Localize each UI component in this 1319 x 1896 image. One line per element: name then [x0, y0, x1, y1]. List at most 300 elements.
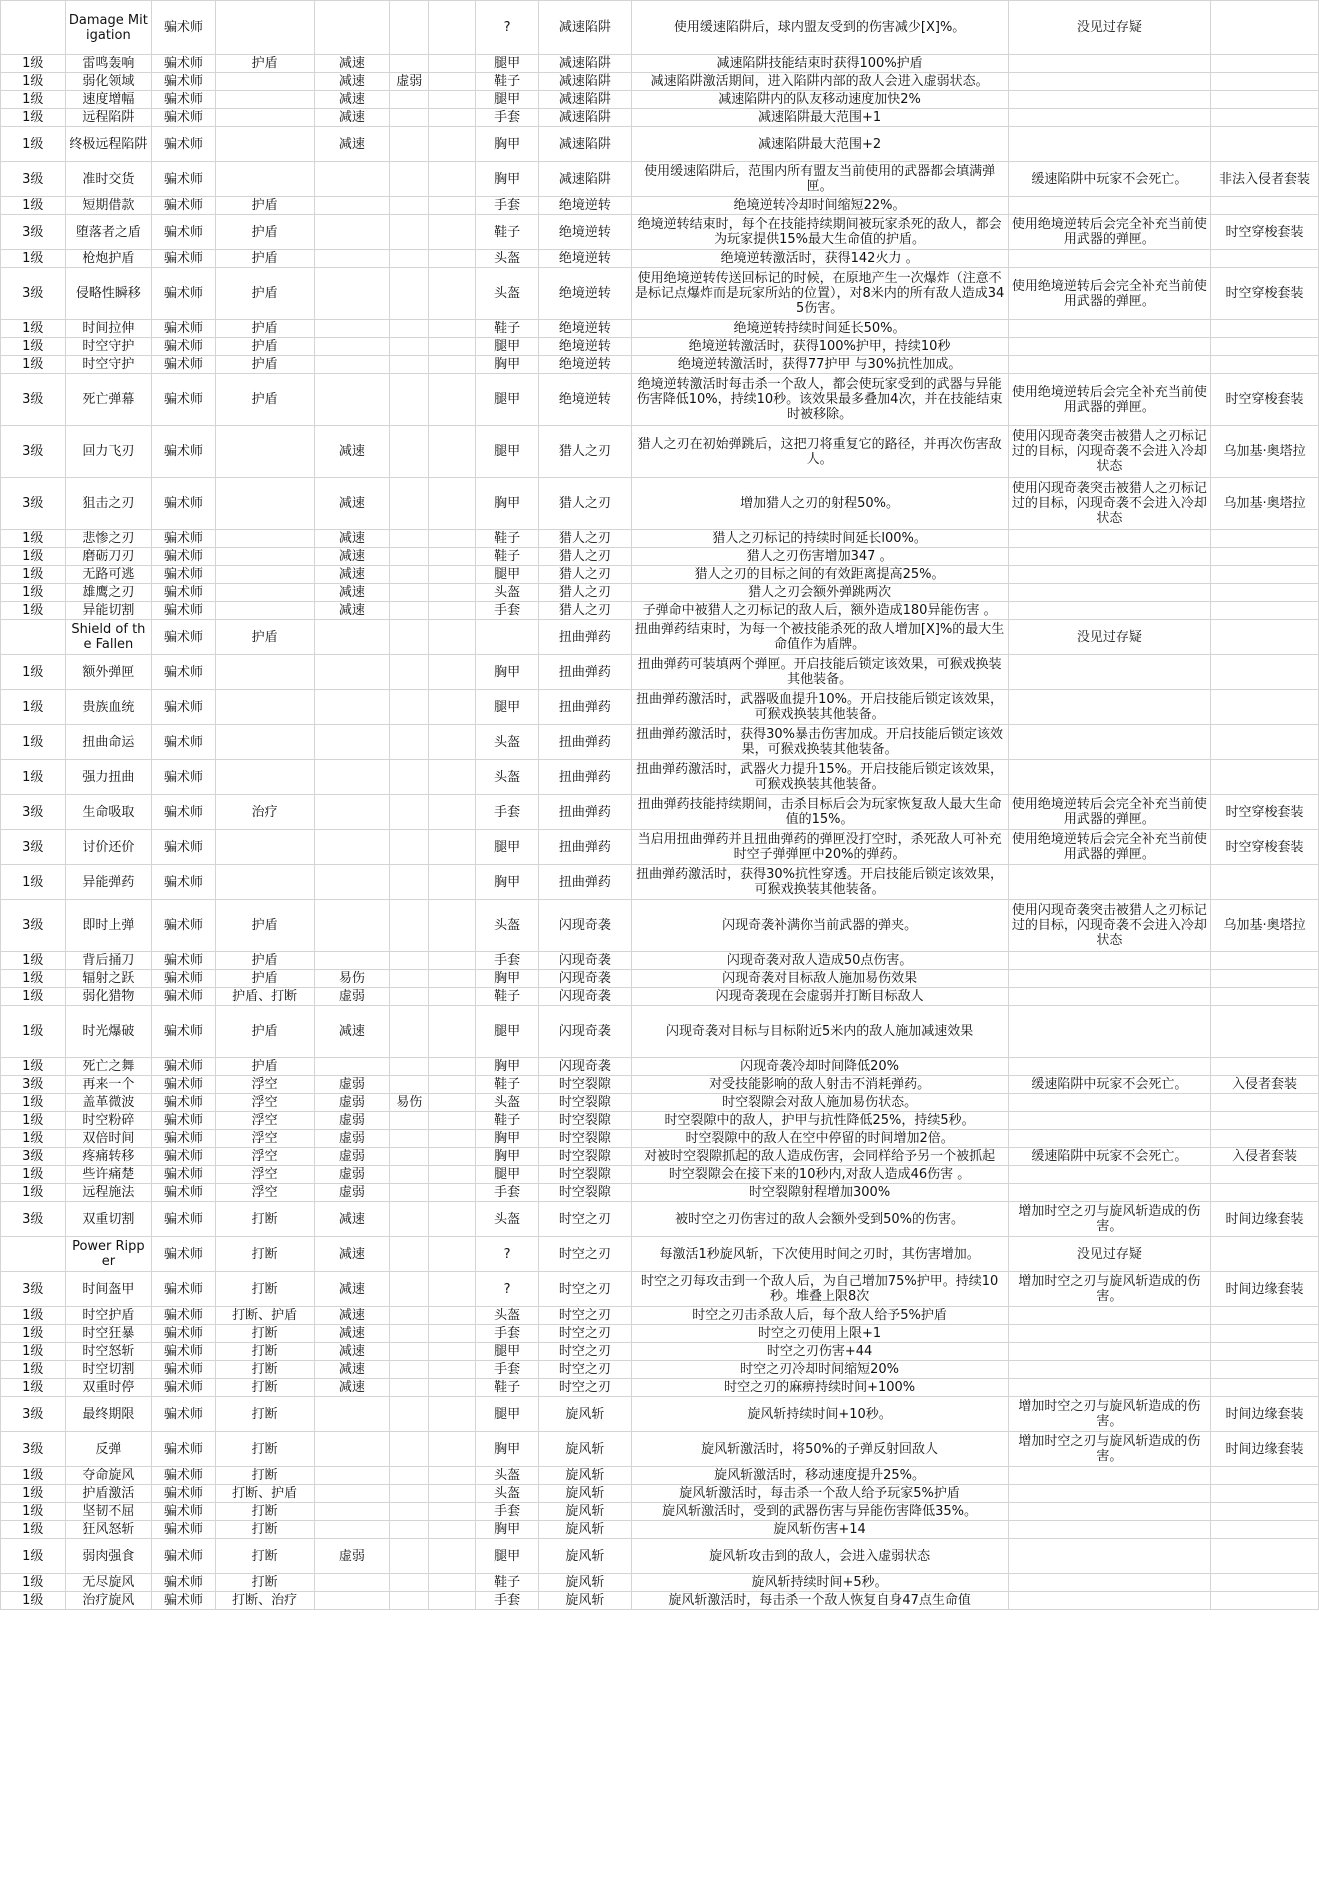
- note-cell: 缓速陷阱中玩家不会死亡。: [1008, 1076, 1210, 1094]
- skill-cell: 减速陷阱: [539, 73, 631, 91]
- tag4-cell: [429, 1, 476, 55]
- name-cell: 远程施法: [65, 1184, 152, 1202]
- skill-cell: 猎人之刃: [539, 566, 631, 584]
- tag4-cell: [429, 865, 476, 900]
- class-cell: 骗术师: [152, 338, 215, 356]
- name-cell: 双重时停: [65, 1379, 152, 1397]
- tag1-cell: 护盾: [215, 55, 314, 73]
- tag4-cell: [429, 1361, 476, 1379]
- table-row: [1, 1237, 1319, 1272]
- level-cell: 3级: [1, 478, 66, 530]
- tag2-cell: 减速: [314, 109, 390, 127]
- tag1-cell: 护盾: [215, 970, 314, 988]
- tag1-cell: 护盾: [215, 900, 314, 952]
- class-cell: 骗术师: [152, 1325, 215, 1343]
- tag4-cell: [429, 374, 476, 426]
- tag3-cell: [390, 1485, 429, 1503]
- tag4-cell: [429, 1006, 476, 1058]
- tag3-cell: [390, 55, 429, 73]
- level-cell: 3级: [1, 1432, 66, 1467]
- tag3-cell: [390, 655, 429, 690]
- description-cell: 旋风斩激活时，将50%的子弹反射回敌人: [631, 1432, 1008, 1467]
- note-cell: [1008, 725, 1210, 760]
- note-cell: [1008, 988, 1210, 1006]
- level-cell: 3级: [1, 900, 66, 952]
- description-cell: 扭曲弹药技能持续期间，击杀目标后会为玩家恢复敌人最大生命值的15%。: [631, 795, 1008, 830]
- tag3-cell: [390, 1058, 429, 1076]
- name-cell: 讨价还价: [65, 830, 152, 865]
- description-cell: 绝境逆转持续时间延长50%。: [631, 320, 1008, 338]
- slot-cell: 腿甲: [475, 1539, 538, 1574]
- slot-cell: 胸甲: [475, 1432, 538, 1467]
- skill-cell: 猎人之刃: [539, 426, 631, 478]
- tag1-cell: [215, 760, 314, 795]
- tag1-cell: [215, 530, 314, 548]
- description-cell: 旋风斩激活时，受到的武器伤害与异能伤害降低35%。: [631, 1503, 1008, 1521]
- note-cell: 缓速陷阱中玩家不会死亡。: [1008, 162, 1210, 197]
- description-cell: 猎人之刃伤害增加347 。: [631, 548, 1008, 566]
- name-cell: 无尽旋风: [65, 1574, 152, 1592]
- note-cell: [1008, 1094, 1210, 1112]
- class-cell: 骗术师: [152, 197, 215, 215]
- tag3-cell: [390, 1521, 429, 1539]
- table-row: [1, 1202, 1319, 1237]
- skill-cell: 减速陷阱: [539, 91, 631, 109]
- name-cell: 速度增幅: [65, 91, 152, 109]
- class-cell: 骗术师: [152, 1166, 215, 1184]
- tag3-cell: [390, 830, 429, 865]
- set-cell: [1211, 1361, 1319, 1379]
- tag2-cell: [314, 690, 390, 725]
- set-cell: [1211, 250, 1319, 268]
- tag3-cell: [390, 374, 429, 426]
- name-cell: 时空粉碎: [65, 1112, 152, 1130]
- skill-cell: 减速陷阱: [539, 162, 631, 197]
- class-cell: 骗术师: [152, 584, 215, 602]
- name-cell: Damage Mitigation: [65, 1, 152, 55]
- set-cell: [1211, 55, 1319, 73]
- tag3-cell: 虚弱: [390, 73, 429, 91]
- skill-cell: 猎人之刃: [539, 530, 631, 548]
- tag1-cell: [215, 690, 314, 725]
- tag2-cell: [314, 1397, 390, 1432]
- note-cell: [1008, 338, 1210, 356]
- class-cell: 骗术师: [152, 1521, 215, 1539]
- table-row: [1, 1485, 1319, 1503]
- slot-cell: 腿甲: [475, 1166, 538, 1184]
- tag4-cell: [429, 55, 476, 73]
- class-cell: 骗术师: [152, 1485, 215, 1503]
- description-cell: 被时空之刃伤害过的敌人会额外受到50%的伤害。: [631, 1202, 1008, 1237]
- slot-cell: 胸甲: [475, 162, 538, 197]
- set-cell: [1211, 1379, 1319, 1397]
- name-cell: 疼痛转移: [65, 1148, 152, 1166]
- description-cell: 闪现奇袭对目标敌人施加易伤效果: [631, 970, 1008, 988]
- tag2-cell: 易伤: [314, 970, 390, 988]
- slot-cell: 手套: [475, 1361, 538, 1379]
- class-cell: 骗术师: [152, 1076, 215, 1094]
- tag1-cell: 护盾: [215, 215, 314, 250]
- tag4-cell: [429, 795, 476, 830]
- class-cell: 骗术师: [152, 1202, 215, 1237]
- tag4-cell: [429, 584, 476, 602]
- class-cell: 骗术师: [152, 356, 215, 374]
- tag2-cell: 减速: [314, 1307, 390, 1325]
- note-cell: [1008, 55, 1210, 73]
- tag3-cell: [390, 1592, 429, 1610]
- tag4-cell: [429, 1148, 476, 1166]
- note-cell: 没见过存疑: [1008, 1237, 1210, 1272]
- tag1-cell: 护盾、打断: [215, 988, 314, 1006]
- slot-cell: 头盔: [475, 268, 538, 320]
- tag3-cell: [390, 1237, 429, 1272]
- tag1-cell: 打断、治疗: [215, 1592, 314, 1610]
- skill-cell: 时空之刃: [539, 1237, 631, 1272]
- skill-cell: 减速陷阱: [539, 109, 631, 127]
- name-cell: 时空护盾: [65, 1307, 152, 1325]
- tag2-cell: [314, 900, 390, 952]
- tag1-cell: 打断: [215, 1325, 314, 1343]
- description-cell: 减速陷阱激活期间，进入陷阱内部的敌人会进入虚弱状态。: [631, 73, 1008, 91]
- note-cell: 使用闪现奇袭突击被猎人之刃标记过的目标，闪现奇袭不会进入冷却状态: [1008, 426, 1210, 478]
- slot-cell: 胸甲: [475, 356, 538, 374]
- table-row: [1, 760, 1319, 795]
- table-row: [1, 268, 1319, 320]
- tag2-cell: 减速: [314, 426, 390, 478]
- tag1-cell: [215, 584, 314, 602]
- tag4-cell: [429, 1202, 476, 1237]
- class-cell: 骗术师: [152, 900, 215, 952]
- slot-cell: 鞋子: [475, 548, 538, 566]
- set-cell: 时空穿梭套装: [1211, 830, 1319, 865]
- tag4-cell: [429, 250, 476, 268]
- tag4-cell: [429, 109, 476, 127]
- skill-cell: 猎人之刃: [539, 548, 631, 566]
- tag4-cell: [429, 1237, 476, 1272]
- tag2-cell: [314, 356, 390, 374]
- table-row: [1, 566, 1319, 584]
- set-cell: [1211, 1539, 1319, 1574]
- set-cell: [1211, 356, 1319, 374]
- slot-cell: 手套: [475, 1325, 538, 1343]
- level-cell: 1级: [1, 55, 66, 73]
- level-cell: 1级: [1, 530, 66, 548]
- set-cell: [1211, 1094, 1319, 1112]
- tag3-cell: [390, 1361, 429, 1379]
- tag3-cell: [390, 900, 429, 952]
- tag1-cell: 打断、护盾: [215, 1307, 314, 1325]
- tag1-cell: [215, 1, 314, 55]
- level-cell: 1级: [1, 1325, 66, 1343]
- note-cell: [1008, 1539, 1210, 1574]
- name-cell: 时空守护: [65, 338, 152, 356]
- level-cell: 1级: [1, 1503, 66, 1521]
- tag4-cell: [429, 1432, 476, 1467]
- slot-cell: 鞋子: [475, 1076, 538, 1094]
- tag1-cell: 护盾: [215, 268, 314, 320]
- tag4-cell: [429, 162, 476, 197]
- set-cell: 时间边缘套装: [1211, 1202, 1319, 1237]
- table-row: [1, 830, 1319, 865]
- name-cell: 雄鹰之刃: [65, 584, 152, 602]
- level-cell: 3级: [1, 162, 66, 197]
- note-cell: 使用绝境逆转后会完全补充当前使用武器的弹匣。: [1008, 830, 1210, 865]
- tag3-cell: [390, 1397, 429, 1432]
- level-cell: 1级: [1, 1485, 66, 1503]
- tag2-cell: [314, 215, 390, 250]
- tag3-cell: [390, 250, 429, 268]
- tag2-cell: [314, 655, 390, 690]
- tag2-cell: [314, 1, 390, 55]
- skill-cell: 猎人之刃: [539, 478, 631, 530]
- name-cell: 狙击之刃: [65, 478, 152, 530]
- tag1-cell: 打断: [215, 1237, 314, 1272]
- description-cell: 扭曲弹药可装填两个弹匣。开启技能后锁定该效果，可猴戏换装其他装备。: [631, 655, 1008, 690]
- table-row: [1, 655, 1319, 690]
- note-cell: [1008, 530, 1210, 548]
- description-cell: 增加猎人之刃的射程50%。: [631, 478, 1008, 530]
- tag2-cell: [314, 338, 390, 356]
- tag3-cell: [390, 1343, 429, 1361]
- class-cell: 骗术师: [152, 795, 215, 830]
- description-cell: 每激活1秒旋风斩，下次使用时间之刃时，其伤害增加。: [631, 1237, 1008, 1272]
- level-cell: 1级: [1, 197, 66, 215]
- skill-cell: 猎人之刃: [539, 584, 631, 602]
- slot-cell: 胸甲: [475, 1130, 538, 1148]
- tag1-cell: 打断: [215, 1397, 314, 1432]
- tag3-cell: [390, 1432, 429, 1467]
- note-cell: [1008, 73, 1210, 91]
- name-cell: 生命吸取: [65, 795, 152, 830]
- class-cell: 骗术师: [152, 548, 215, 566]
- skill-cell: 猎人之刃: [539, 602, 631, 620]
- tag1-cell: 护盾: [215, 620, 314, 655]
- tag3-cell: [390, 1379, 429, 1397]
- table-row: [1, 1325, 1319, 1343]
- tag3-cell: [390, 91, 429, 109]
- tag2-cell: 减速: [314, 1325, 390, 1343]
- class-cell: 骗术师: [152, 655, 215, 690]
- skill-cell: 绝境逆转: [539, 250, 631, 268]
- skill-cell: 扭曲弹药: [539, 725, 631, 760]
- slot-cell: 鞋子: [475, 988, 538, 1006]
- level-cell: 1级: [1, 1343, 66, 1361]
- tag4-cell: [429, 73, 476, 91]
- name-cell: 狂风怒斩: [65, 1521, 152, 1539]
- set-cell: 时空穿梭套装: [1211, 215, 1319, 250]
- tag1-cell: 打断: [215, 1272, 314, 1307]
- description-cell: 时空裂隙射程增加300%: [631, 1184, 1008, 1202]
- table-row: [1, 900, 1319, 952]
- table-row: [1, 320, 1319, 338]
- tag2-cell: 减速: [314, 1379, 390, 1397]
- class-cell: 骗术师: [152, 1, 215, 55]
- table-row: [1, 1076, 1319, 1094]
- tag1-cell: 打断: [215, 1503, 314, 1521]
- name-cell: 额外弹匣: [65, 655, 152, 690]
- note-cell: [1008, 566, 1210, 584]
- tag3-cell: [390, 1, 429, 55]
- name-cell: 再来一个: [65, 1076, 152, 1094]
- name-cell: 悲惨之刃: [65, 530, 152, 548]
- tag3-cell: [390, 1148, 429, 1166]
- level-cell: 1级: [1, 725, 66, 760]
- tag1-cell: [215, 109, 314, 127]
- class-cell: 骗术师: [152, 1006, 215, 1058]
- description-cell: 猎人之刃会额外弹跳两次: [631, 584, 1008, 602]
- table-row: [1, 1432, 1319, 1467]
- tag4-cell: [429, 900, 476, 952]
- tag1-cell: [215, 602, 314, 620]
- name-cell: 强力扭曲: [65, 760, 152, 795]
- class-cell: 骗术师: [152, 1503, 215, 1521]
- skill-cell: 闪现奇袭: [539, 970, 631, 988]
- note-cell: [1008, 1166, 1210, 1184]
- set-cell: [1211, 127, 1319, 162]
- class-cell: 骗术师: [152, 1307, 215, 1325]
- name-cell: 贵族血统: [65, 690, 152, 725]
- skill-cell: 闪现奇袭: [539, 952, 631, 970]
- table-row: [1, 162, 1319, 197]
- name-cell: Shield of the Fallen: [65, 620, 152, 655]
- tag2-cell: 减速: [314, 73, 390, 91]
- set-cell: [1211, 1307, 1319, 1325]
- slot-cell: 头盔: [475, 1202, 538, 1237]
- skill-cell: 闪现奇袭: [539, 988, 631, 1006]
- class-cell: 骗术师: [152, 620, 215, 655]
- tag1-cell: 浮空: [215, 1148, 314, 1166]
- skill-cell: 闪现奇袭: [539, 900, 631, 952]
- tag1-cell: 护盾: [215, 1058, 314, 1076]
- note-cell: [1008, 250, 1210, 268]
- slot-cell: 头盔: [475, 250, 538, 268]
- skill-cell: 时空之刃: [539, 1361, 631, 1379]
- table-row: [1, 1006, 1319, 1058]
- description-cell: 绝境逆转结束时，每个在技能持续期间被玩家杀死的敌人，都会为玩家提供15%最大生命值的护盾。: [631, 215, 1008, 250]
- name-cell: 时间盔甲: [65, 1272, 152, 1307]
- skill-cell: 旋风斩: [539, 1521, 631, 1539]
- name-cell: 坚韧不屈: [65, 1503, 152, 1521]
- table-row: [1, 1467, 1319, 1485]
- description-cell: 时空之刃使用上限+1: [631, 1325, 1008, 1343]
- name-cell: 死亡之舞: [65, 1058, 152, 1076]
- level-cell: 3级: [1, 374, 66, 426]
- description-cell: 使用缓速陷阱后，范围内所有盟友当前使用的武器都会填满弹匣。: [631, 162, 1008, 197]
- table-row: [1, 1343, 1319, 1361]
- tag3-cell: [390, 1272, 429, 1307]
- tag4-cell: [429, 1574, 476, 1592]
- set-cell: [1211, 109, 1319, 127]
- tag2-cell: 减速: [314, 55, 390, 73]
- set-cell: [1211, 1503, 1319, 1521]
- slot-cell: 腿甲: [475, 566, 538, 584]
- slot-cell: 头盔: [475, 1094, 538, 1112]
- tag4-cell: [429, 197, 476, 215]
- table-row: [1, 1166, 1319, 1184]
- description-cell: 子弹命中被猎人之刃标记的敌人后，额外造成180异能伤害 。: [631, 602, 1008, 620]
- tag3-cell: [390, 952, 429, 970]
- tag2-cell: 虚弱: [314, 1166, 390, 1184]
- tag4-cell: [429, 478, 476, 530]
- table-row: [1, 602, 1319, 620]
- name-cell: 时间拉伸: [65, 320, 152, 338]
- tag3-cell: [390, 548, 429, 566]
- set-cell: [1211, 760, 1319, 795]
- slot-cell: 鞋子: [475, 73, 538, 91]
- name-cell: 雷鸣轰响: [65, 55, 152, 73]
- note-cell: 增加时空之刃与旋风斩造成的伤害。: [1008, 1397, 1210, 1432]
- slot-cell: 鞋子: [475, 530, 538, 548]
- description-cell: 时空之刃击杀敌人后，每个敌人给予5%护盾: [631, 1307, 1008, 1325]
- description-cell: 当启用扭曲弹药并且扭曲弹药的弹匣没打空时，杀死敌人可补充时空子弹弹匣中20%的弹药。: [631, 830, 1008, 865]
- skill-cell: 时空裂隙: [539, 1184, 631, 1202]
- tag2-cell: 减速: [314, 478, 390, 530]
- table-body: [1, 1, 1319, 1610]
- tag4-cell: [429, 91, 476, 109]
- class-cell: 骗术师: [152, 1467, 215, 1485]
- tag1-cell: 打断: [215, 1574, 314, 1592]
- tag3-cell: [390, 760, 429, 795]
- set-cell: 时间边缘套装: [1211, 1432, 1319, 1467]
- slot-cell: 腿甲: [475, 91, 538, 109]
- tag1-cell: 护盾: [215, 374, 314, 426]
- set-cell: [1211, 1237, 1319, 1272]
- tag4-cell: [429, 1058, 476, 1076]
- description-cell: 旋风斩持续时间+10秒。: [631, 1397, 1008, 1432]
- tag1-cell: 浮空: [215, 1184, 314, 1202]
- name-cell: 死亡弹幕: [65, 374, 152, 426]
- note-cell: 使用绝境逆转后会完全补充当前使用武器的弹匣。: [1008, 268, 1210, 320]
- table-row: [1, 1539, 1319, 1574]
- level-cell: 1级: [1, 1539, 66, 1574]
- tag4-cell: [429, 1503, 476, 1521]
- note-cell: [1008, 865, 1210, 900]
- table-row: [1, 1, 1319, 55]
- slot-cell: 胸甲: [475, 865, 538, 900]
- level-cell: 1级: [1, 1184, 66, 1202]
- table-row: [1, 1184, 1319, 1202]
- tag3-cell: [390, 988, 429, 1006]
- tag4-cell: [429, 1397, 476, 1432]
- description-cell: 旋风斩伤害+14: [631, 1521, 1008, 1539]
- tag4-cell: [429, 830, 476, 865]
- tag4-cell: [429, 1272, 476, 1307]
- set-cell: 时空穿梭套装: [1211, 795, 1319, 830]
- skill-cell: 绝境逆转: [539, 374, 631, 426]
- skill-cell: 时空裂隙: [539, 1130, 631, 1148]
- set-cell: [1211, 620, 1319, 655]
- set-cell: [1211, 584, 1319, 602]
- class-cell: 骗术师: [152, 1379, 215, 1397]
- tag4-cell: [429, 1343, 476, 1361]
- name-cell: 弱肉强食: [65, 1539, 152, 1574]
- tag4-cell: [429, 1112, 476, 1130]
- set-cell: [1211, 197, 1319, 215]
- slot-cell: 手套: [475, 1184, 538, 1202]
- tag4-cell: [429, 1307, 476, 1325]
- tag4-cell: [429, 356, 476, 374]
- tag1-cell: 浮空: [215, 1130, 314, 1148]
- name-cell: 时空狂暴: [65, 1325, 152, 1343]
- tag1-cell: 护盾: [215, 197, 314, 215]
- class-cell: 骗术师: [152, 1237, 215, 1272]
- class-cell: 骗术师: [152, 1112, 215, 1130]
- tag1-cell: [215, 426, 314, 478]
- set-cell: [1211, 1485, 1319, 1503]
- tag1-cell: [215, 478, 314, 530]
- table-row: [1, 530, 1319, 548]
- description-cell: 对受技能影响的敌人射击不消耗弹药。: [631, 1076, 1008, 1094]
